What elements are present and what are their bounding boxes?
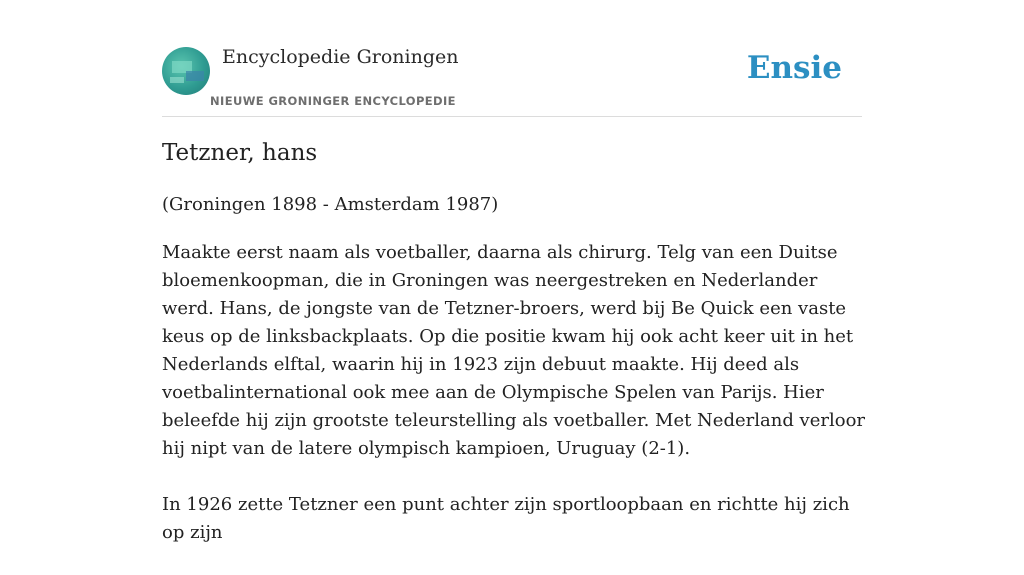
site-logo[interactable] <box>162 47 210 95</box>
site-header <box>162 0 862 117</box>
article-subtitle: (Groningen 1898 - Amsterdam 1987) <box>162 194 499 215</box>
article-paragraph: Maakte eerst naam als voetballer, daarna als chirurg. Telg van een Duitse bloemenkoopman, die in Groningen was neergestreken en Nederlander werd. Hans, de jongste van de Tetzner-broers, werd bij Be Quick een vaste keus op de linksbackplaats. Op die positie kwam hij ook acht keer uit in het Nederlands elftal, waarin hij in 1923 zijn debuut maakte. Hij deed als voetbalinternational ook mee aan de Olympische Spelen van Parijs. Hier beleefde hij zijn grootste teleurstelling als voetballer. Met Nederland verloor hij nipt van de latere olympisch kampioen, Uruguay (2-1). <box>162 242 866 459</box>
ensie-brand-link[interactable]: Ensie <box>746 50 842 86</box>
article-body <box>162 239 872 575</box>
site-subtitle: NIEUWE GRONINGER ENCYCLOPEDIE <box>210 94 456 108</box>
article-paragraph: In 1926 zette Tetzner een punt achter zijn sportloopbaan en richtte hij zich op zijn <box>162 494 850 543</box>
site-title-link[interactable]: Encyclopedie Groningen <box>222 46 459 68</box>
logo-map-shape <box>186 71 204 81</box>
article-title: Tetzner, hans <box>162 140 318 166</box>
page <box>162 0 866 543</box>
logo-map-shape <box>170 77 184 83</box>
